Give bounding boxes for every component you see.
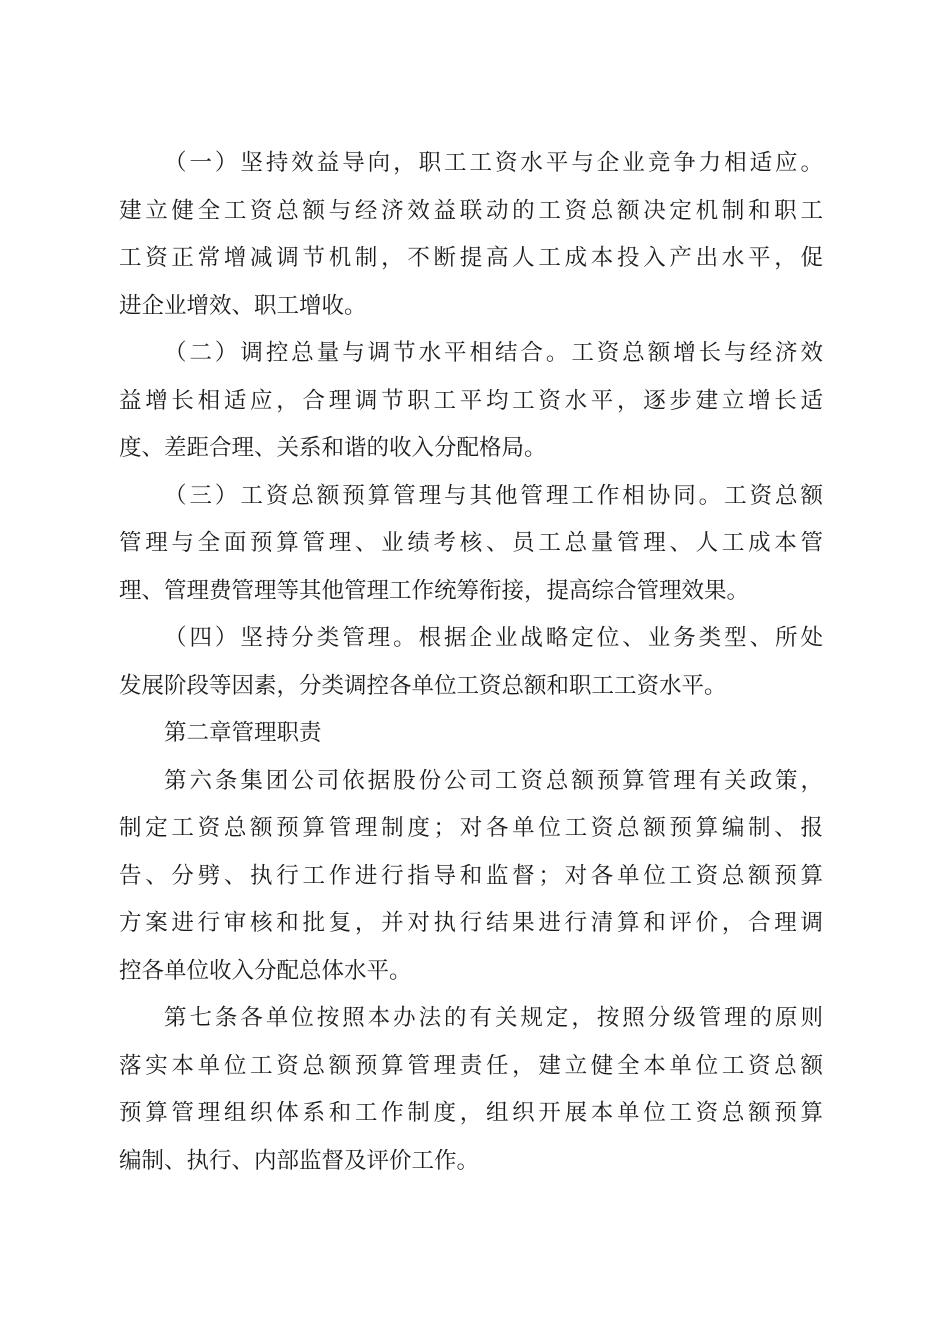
paragraph-line: 控各单位收入分配总体水平。 xyxy=(119,957,412,984)
paragraph-line: （二）调控总量与调节水平相结合。工资总额增长与经济效 xyxy=(164,340,823,366)
paragraph-line: 第七条各单位按照本办法的有关规定，按照分级管理的原则 xyxy=(164,1005,823,1031)
paragraph-line: （四）坚持分类管理。根据企业战略定位、业务类型、所处 xyxy=(164,625,823,651)
paragraph-1 xyxy=(119,140,823,330)
paragraph-line: 预算管理组织体系和工作制度，组织开展本单位工资总额预算 xyxy=(119,1100,823,1126)
chapter-heading xyxy=(119,710,823,758)
chapter-title: 第二章管理职责 xyxy=(164,720,322,746)
paragraph-4 xyxy=(119,615,823,710)
paragraph-2 xyxy=(119,330,823,473)
paragraph-line: 管理与全面预算管理、业绩考核、员工总量管理、人工成本管 xyxy=(119,530,823,556)
paragraph-line: 第六条集团公司依据股份公司工资总额预算管理有关政策， xyxy=(164,767,823,794)
paragraph-line: （三）工资总额预算管理与其他管理工作相协同。工资总额 xyxy=(164,482,823,509)
paragraph-line: 进企业增效、职工增收。 xyxy=(119,292,367,319)
paragraph-line: 制定工资总额预算管理制度；对各单位工资总额预算编制、报 xyxy=(119,815,823,841)
paragraph-line: 建立健全工资总额与经济效益联动的工资总额决定机制和职工 xyxy=(119,197,823,224)
paragraph-line: 编制、执行、内部监督及评价工作。 xyxy=(119,1147,480,1174)
paragraph-line: 方案进行审核和批复，并对执行结果进行清算和评价，合理调 xyxy=(119,910,823,936)
paragraph-line: 理、管理费管理等其他管理工作统筹衔接，提高综合管理效果。 xyxy=(119,577,750,604)
paragraph-line: 发展阶段等因素，分类调控各单位工资总额和职工工资水平。 xyxy=(119,672,727,699)
paragraph-line: 落实本单位工资总额预算管理责任，建立健全本单位工资总额 xyxy=(119,1052,823,1079)
paragraph-7 xyxy=(119,995,823,1185)
paragraph-6 xyxy=(119,758,823,996)
paragraph-line: 工资正常增减调节机制，不断提高人工成本投入产出水平，促 xyxy=(119,245,823,271)
paragraph-line: （一）坚持效益导向，职工工资水平与企业竞争力相适应。 xyxy=(164,150,823,176)
paragraph-line: 告、分劈、执行工作进行指导和监督；对各单位工资总额预算 xyxy=(119,862,823,889)
paragraph-line: 益增长相适应，合理调节职工平均工资水平，逐步建立增长适 xyxy=(119,387,823,414)
paragraph-3 xyxy=(119,473,823,616)
paragraph-line: 度、差距合理、关系和谐的收入分配格局。 xyxy=(119,435,547,461)
